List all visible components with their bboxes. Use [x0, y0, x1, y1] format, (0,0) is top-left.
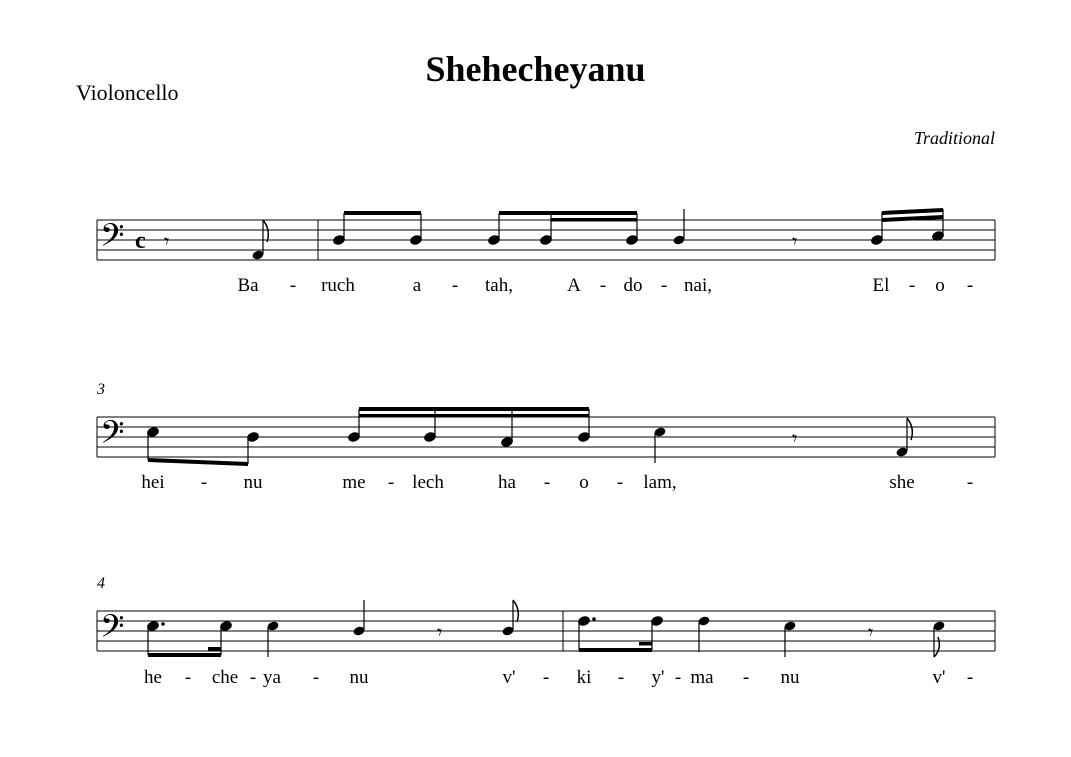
eighth-rest-icon: 𝄾: [792, 229, 798, 253]
lyric-hyphen: -: [616, 472, 624, 493]
lyric-hyphen: -: [908, 275, 916, 296]
lyric-syllable: v': [932, 667, 946, 688]
note: [266, 620, 279, 657]
beamed-note-group: [146, 426, 259, 466]
lyric-syllable: tah,: [485, 275, 513, 296]
eighth-rest-icon: 𝄾: [792, 426, 798, 450]
lyric-hyphen: -: [184, 667, 192, 688]
lyric-syllable: El: [872, 275, 890, 296]
lyric-syllable: ya: [263, 667, 281, 688]
lyric-syllable: a: [412, 275, 422, 296]
measure-number: 3: [97, 381, 105, 398]
lyric-hyphen: -: [289, 275, 297, 296]
lyric-syllable: ha: [498, 472, 516, 493]
lyric-syllable: Ba: [237, 275, 259, 296]
lyric-hyphen: -: [387, 472, 395, 493]
lyric-hyphen: -: [742, 667, 750, 688]
bass-clef-icon: 𝄢: [100, 608, 125, 652]
lyrics-line-1: [237, 275, 973, 296]
lyric-syllable: nu: [243, 472, 263, 493]
eighth-rest-icon: 𝄾: [868, 620, 874, 644]
lyric-hyphen: -: [543, 472, 551, 493]
note: [932, 620, 945, 657]
composer-name: Traditional: [913, 128, 995, 148]
time-signature: c: [135, 228, 146, 254]
lyric-hyphen: -: [249, 667, 257, 688]
note: [895, 418, 912, 458]
lyric-hyphen: -: [312, 667, 320, 688]
lyric-syllable: lam,: [643, 472, 677, 493]
lyric-syllable: me: [342, 472, 366, 493]
lyric-syllable: ki: [576, 667, 592, 688]
lyric-hyphen: -: [451, 275, 459, 296]
lyric-syllable: nai,: [684, 275, 712, 296]
lyric-syllable: lech: [412, 472, 444, 493]
lyric-hyphen: -: [674, 667, 682, 688]
lyric-syllable: A: [567, 275, 581, 296]
lyric-syllable: hei: [141, 472, 165, 493]
lyric-hyphen: -: [200, 472, 208, 493]
staff-system-1: [97, 208, 995, 296]
eighth-rest-icon: 𝄾: [437, 620, 443, 644]
lyric-syllable: v': [502, 667, 516, 688]
lyric-hyphen: -: [617, 667, 625, 688]
lyric-syllable: y': [651, 667, 665, 688]
lyric-hyphen: -: [966, 667, 974, 688]
lyric-hyphen: -: [966, 472, 974, 493]
eighth-rest-icon: 𝄾: [164, 229, 170, 253]
note: [672, 209, 685, 246]
beamed-note-group: [146, 620, 232, 657]
note: [653, 426, 666, 463]
lyric-hyphen: -: [542, 667, 550, 688]
note: [697, 615, 710, 652]
note: [352, 600, 365, 637]
measure-number: 4: [97, 575, 105, 592]
lyric-hyphen: -: [599, 275, 607, 296]
lyric-syllable: he: [144, 667, 162, 688]
bass-clef-icon: 𝄢: [100, 217, 125, 261]
lyric-syllable: do: [623, 275, 643, 296]
score-title: Shehecheyanu: [425, 49, 646, 89]
lyric-syllable: o: [935, 275, 945, 296]
lyric-syllable: nu: [349, 667, 369, 688]
staff-system-3: [97, 575, 995, 688]
lyric-syllable: ma: [690, 667, 714, 688]
bass-clef-icon: 𝄢: [100, 414, 125, 458]
lyric-syllable: nu: [780, 667, 800, 688]
lyric-syllable: she: [889, 472, 915, 493]
instrument-name: Violoncello: [76, 80, 179, 105]
lyrics-line-2: [141, 472, 973, 493]
lyric-hyphen: -: [966, 275, 974, 296]
lyric-syllable: o: [579, 472, 589, 493]
lyrics-line-3: [144, 667, 973, 688]
lyric-syllable: ruch: [321, 275, 355, 296]
note: [783, 620, 796, 657]
lyric-hyphen: -: [660, 275, 668, 296]
staff-system-2: [96, 381, 995, 493]
lyric-syllable: che: [211, 667, 239, 688]
